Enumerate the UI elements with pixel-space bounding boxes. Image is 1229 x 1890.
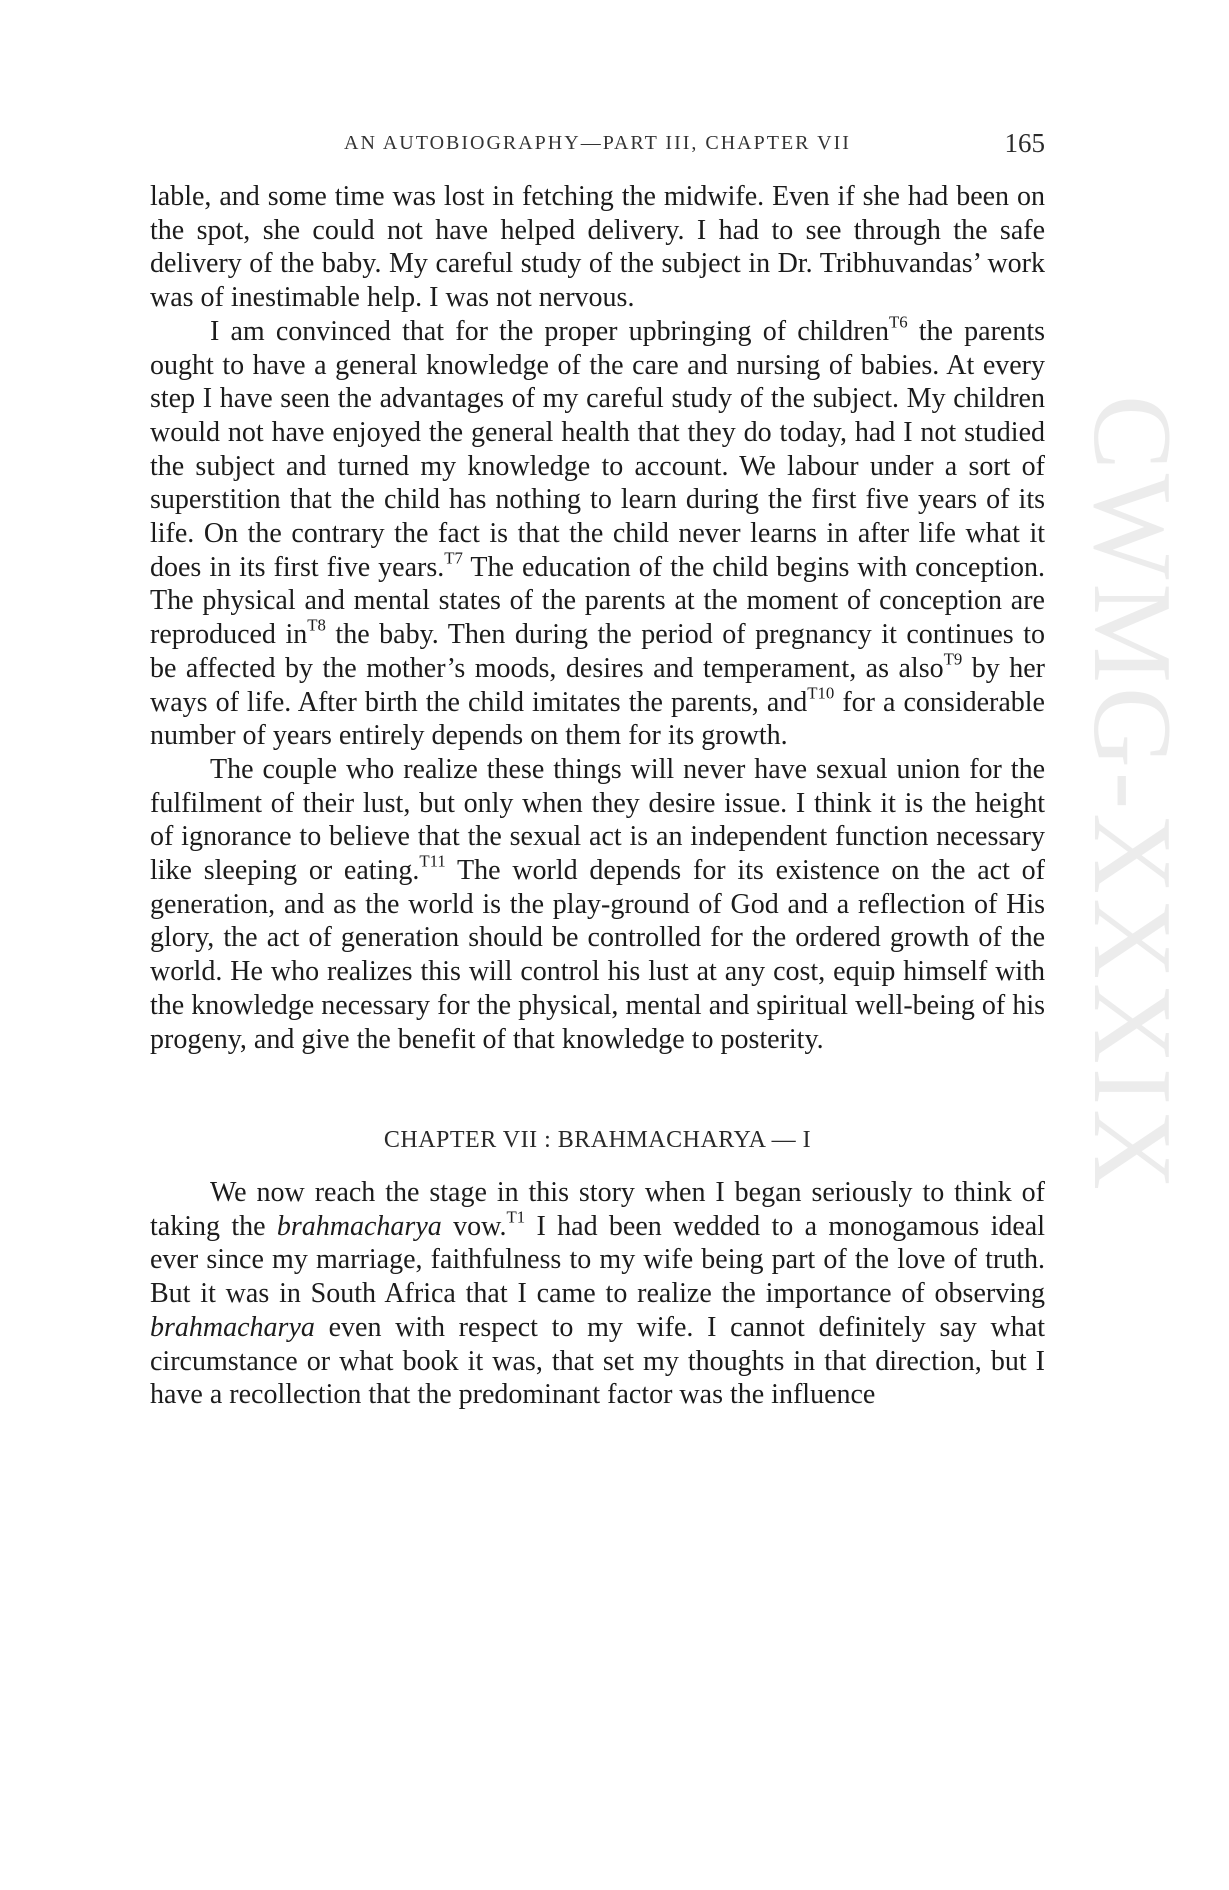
footnote-marker: T9 xyxy=(943,649,963,669)
text-run: The education of the child begins with conception. The physical and mental states of the parents at the moment of conception are reproduced in xyxy=(150,551,1046,651)
italic-term: brahmacharya xyxy=(276,1210,442,1242)
chapter-paragraph-1 xyxy=(150,1176,1045,1412)
footnote-marker: T6 xyxy=(888,312,908,332)
footnote-marker: T7 xyxy=(444,548,463,568)
paragraph-2 xyxy=(150,312,1046,753)
chapter-heading: CHAPTER VII : BRAHMACHARYA — I xyxy=(383,1127,812,1154)
text-run: even with respect to my wife. I cannot definitely say what circumstance or what book it was, that set my thoughts in that direction, but I have a recollection that the predominant factor was the influence xyxy=(150,1311,1045,1411)
text-run: The couple who realize these things will never have sexual union for the fulfilment of their lust, but only when they desire issue. I think it is the height of ignorance to believe that the sexual act is an independent function necessary like sleeping or eating. xyxy=(150,753,1045,887)
footnote-marker: T1 xyxy=(506,1207,526,1227)
text-run: by her ways of life. After birth the child imitates the parents, and xyxy=(150,652,1045,718)
page-header xyxy=(150,128,1045,168)
text-run: I had been wedded to a monogamous ideal ever since my marriage, faithfulness to my wife being part of the love of truth. But it was in South Africa that I came to realize the importance of observing xyxy=(150,1210,1046,1310)
text-run: The world depends for its existence on the act of generation, and as the world is the play-ground of God and a reflection of His glory, the act of generation should be controlled for the ordered growth of the world. He who realizes this will control his lust at any cost, equip himself with the knowledge necessary for the physical, mental and spiritual well-being of his progeny, and give the benefit of that knowledge to posterity. xyxy=(150,855,1045,1055)
italic-term: brahmacharya xyxy=(150,1311,315,1343)
watermark-graphic xyxy=(1040,395,1194,1485)
page-number: 165 xyxy=(1004,128,1045,158)
text-run: the baby. Then during the period of pregnancy it continues to be affected by the mother’s moods, desires and temperament, as also xyxy=(150,619,1045,684)
paragraph-1-text: lable, and some time was lost in fetching the midwife. Even if she had been on the spot, she could not have helped delivery. I had to see through the safe delivery of the baby. My careful study of the subject in Dr. Tribhuvandas’ work was of inestimable help. I was not nervous. xyxy=(150,181,1045,314)
text-run: I am convinced that for the proper upbringing of children xyxy=(210,315,889,347)
text-run: We now reach the stage in this story when I began seriously to think of taking the xyxy=(150,1176,1045,1242)
text-run: the parents ought to have a general knowledge of the care and nursing of babies. At every step I have seen the advantages of my careful study of the subject. My children would not have enjoyed the general health that they do today, had I not studied the subject and turned my knowledge to account. We labour under a sort of superstition that the child has nothing to learn during the first five years of its life. On the contrary the fact is that the child never learns in after life what it does in its first five years. xyxy=(150,315,1046,583)
footnote-marker: T10 xyxy=(807,682,835,702)
paragraph-3 xyxy=(150,753,1045,1056)
paragraph-1 xyxy=(150,180,1045,315)
text-run: vow. xyxy=(441,1210,507,1242)
text-run: for a considerable number of years entirely depends on them for its growth. xyxy=(150,686,1045,752)
running-head: AN AUTOBIOGRAPHY—PART III, CHAPTER VII xyxy=(344,132,851,154)
watermark xyxy=(1040,395,1194,1485)
footnote-marker: T11 xyxy=(419,851,446,871)
footnote-marker: T8 xyxy=(307,615,326,635)
watermark-text: CWMG-XXXIX xyxy=(1070,395,1194,1195)
body-text xyxy=(150,180,1045,1412)
